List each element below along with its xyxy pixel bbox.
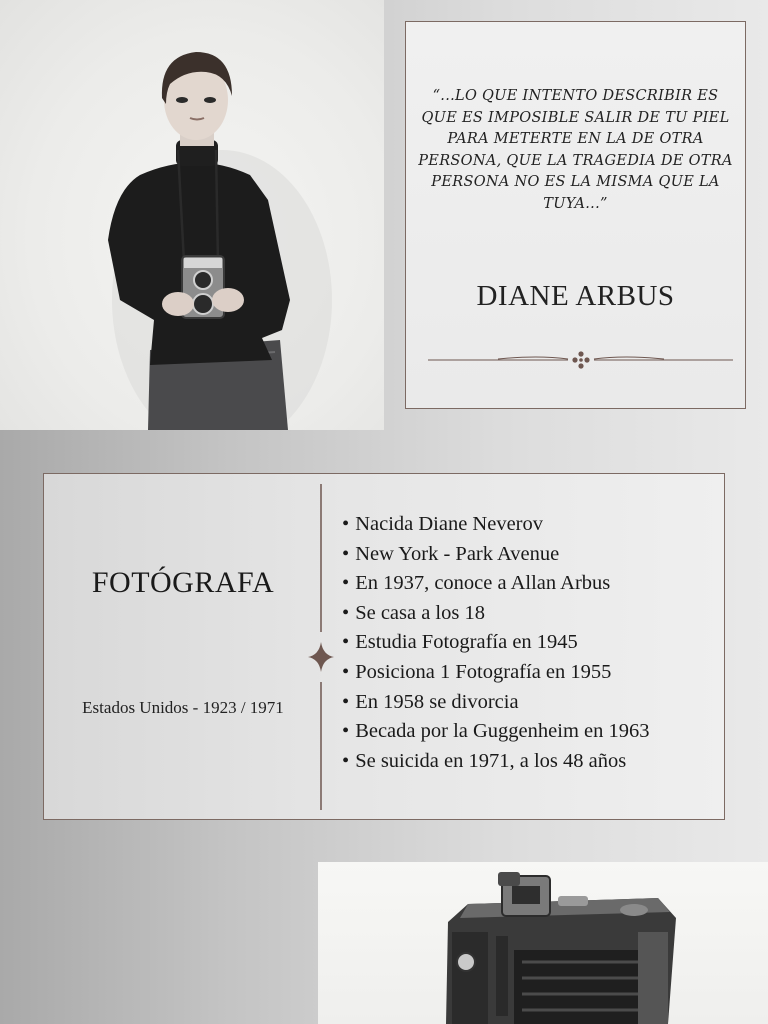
list-item: • Nacida Diane Neverov bbox=[342, 510, 650, 540]
list-item: • Estudia Fotografía en 1945 bbox=[342, 628, 650, 658]
ornament-divider-icon bbox=[428, 350, 733, 370]
woman-with-camera-illustration bbox=[0, 0, 384, 430]
bio-facts-list bbox=[342, 510, 650, 776]
quote-card bbox=[405, 21, 746, 409]
bio-subtitle: Estados Unidos - 1923 / 1971 bbox=[82, 698, 284, 717]
list-item: • Posiciona 1 Fotografía en 1955 bbox=[342, 658, 650, 688]
bio-card bbox=[43, 473, 725, 820]
list-item: • New York - Park Avenue bbox=[342, 540, 650, 570]
quote-text: “...LO QUE INTENTO DESCRIBIR ES QUE ES IMPOSIBLE SALIR DE TU PIEL PARA METERTE EN LA DE OTRA PERSONA, QUE LA TRAGEDIA DE OTRA PERSONA NO ES LA MISMA QUE LA TUYA...” bbox=[418, 88, 733, 212]
list-item: • En 1958 se divorcia bbox=[342, 688, 650, 718]
sparkle-divider-icon bbox=[306, 482, 336, 812]
list-item: • En 1937, conoce a Allan Arbus bbox=[342, 569, 650, 599]
list-item: • Se suicida en 1971, a los 48 años bbox=[342, 747, 650, 777]
vintage-camera-illustration bbox=[318, 862, 768, 1024]
bio-title: FOTÓGRAFA bbox=[91, 566, 275, 599]
portrait-photo bbox=[0, 0, 384, 430]
quote-author: DIANE ARBUS bbox=[476, 280, 675, 312]
list-item: • Se casa a los 18 bbox=[342, 599, 650, 629]
list-item: • Becada por la Guggenheim en 1963 bbox=[342, 717, 650, 747]
camera-photo bbox=[318, 862, 768, 1024]
